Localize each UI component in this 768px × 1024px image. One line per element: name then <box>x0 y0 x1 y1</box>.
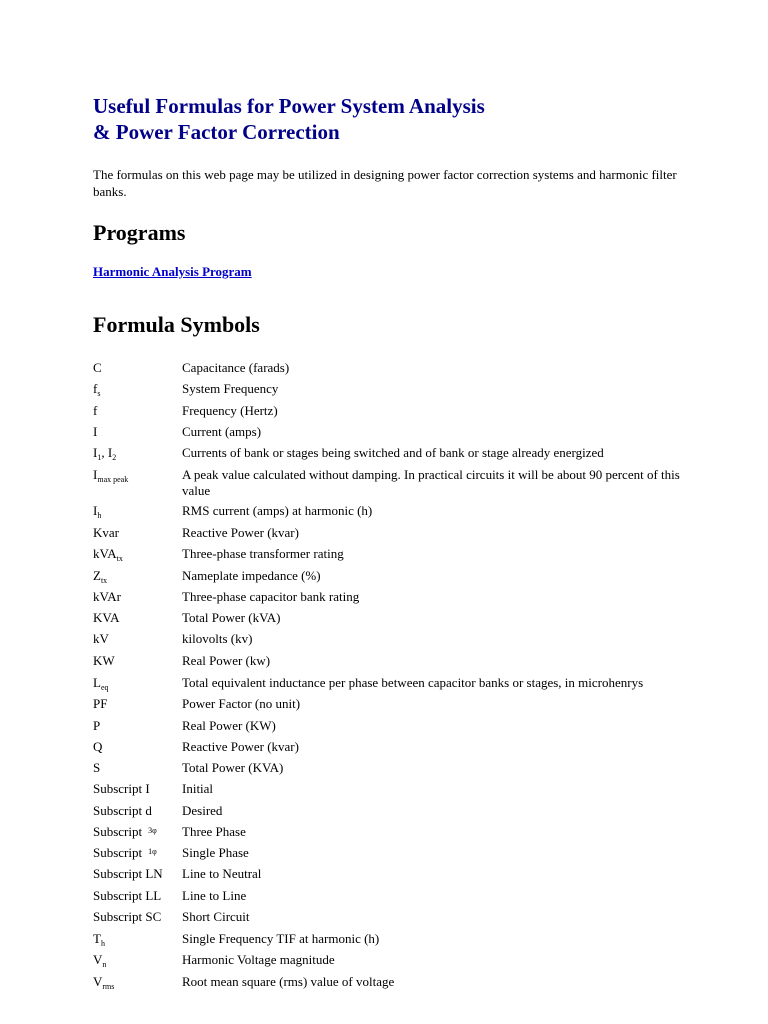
symbol-cell <box>93 546 181 562</box>
symbol-cell <box>93 803 181 819</box>
symbol-description: Power Factor (no unit) <box>182 696 301 711</box>
symbol-cell <box>93 403 181 419</box>
symbol-description: Short Circuit <box>182 909 250 924</box>
symbol-description: Real Power (KW) <box>182 718 276 733</box>
symbol-base: S <box>93 760 101 775</box>
symbol-description: System Frequency <box>182 381 279 396</box>
symbol-description: Current (amps) <box>182 424 262 439</box>
symbol-subscript: h <box>97 511 102 520</box>
symbol-subscript: max peak <box>97 475 129 484</box>
symbol-cell <box>93 503 181 519</box>
symbol-description: Single Frequency TIF at harmonic (h) <box>182 931 380 946</box>
symbol-cell <box>93 952 181 968</box>
symbol-description: Real Power (kw) <box>182 653 271 668</box>
symbol-base: C <box>93 360 102 375</box>
symbol-base: Kvar <box>93 525 119 540</box>
intro-paragraph: The formulas on this web page may be utilized in designing power factor correction systems and harmonic filter banks. <box>93 167 677 199</box>
symbol-cell <box>93 888 181 904</box>
symbol-tail: , I <box>101 445 113 460</box>
symbol-cell <box>93 360 181 376</box>
symbol-subscript: tx <box>116 554 123 563</box>
symbol-base: f <box>93 403 98 418</box>
symbol-description: Desired <box>182 803 223 818</box>
symbol-cell <box>93 931 181 947</box>
symbol-description: Currents of bank or stages being switched and of bank or stage already energized <box>182 445 604 460</box>
symbol-cell <box>93 568 181 584</box>
symbol-subscript: rms <box>102 982 115 991</box>
symbol-base: I <box>93 503 98 518</box>
symbol-base: V <box>93 974 103 989</box>
symbol-cell <box>93 739 181 755</box>
symbol-cell <box>93 760 181 776</box>
symbol-cell <box>93 909 181 925</box>
harmonic-analysis-program-link[interactable]: Harmonic Analysis Program <box>93 264 252 279</box>
symbol-superscript: 3φ <box>148 826 157 835</box>
symbol-description: Single Phase <box>182 845 249 860</box>
symbol-description: Capacitance (farads) <box>182 360 290 375</box>
symbol-superscript: 1φ <box>148 847 157 856</box>
symbol-description: Three Phase <box>182 824 246 839</box>
symbol-base: T <box>93 931 101 946</box>
symbol-description: Three-phase capacitor bank rating <box>182 589 360 604</box>
symbol-description: Reactive Power (kvar) <box>182 525 299 540</box>
symbol-base: Z <box>93 568 101 583</box>
symbol-base: f <box>93 381 98 396</box>
symbol-base: V <box>93 952 103 967</box>
symbol-base: Subscript d <box>93 803 152 818</box>
symbol-base: KVA <box>93 610 120 625</box>
symbol-base: Q <box>93 739 103 754</box>
symbol-cell <box>93 696 181 712</box>
symbol-base: Subscript SC <box>93 909 162 924</box>
page-title <box>93 93 485 145</box>
symbol-cell <box>93 866 181 882</box>
symbol-cell <box>93 974 181 990</box>
symbol-cell <box>93 445 181 461</box>
symbol-cell <box>93 467 181 483</box>
symbol-base: Subscript <box>93 845 143 860</box>
symbol-description: Frequency (Hertz) <box>182 403 278 418</box>
symbol-base: kVAr <box>93 589 121 604</box>
symbol-cell <box>93 631 181 647</box>
programs-heading: Programs <box>93 220 186 245</box>
symbol-cell <box>93 525 181 541</box>
symbol-base: KW <box>93 653 115 668</box>
symbol-base: Subscript LL <box>93 888 162 903</box>
symbol-cell <box>93 718 181 734</box>
symbol-base: L <box>93 675 101 690</box>
symbol-base: I <box>93 467 98 482</box>
symbol-base: I <box>93 445 98 460</box>
symbol-base: Subscript <box>93 824 143 839</box>
symbol-subscript: n <box>102 960 107 969</box>
symbol-description: Initial <box>182 781 214 796</box>
symbol-description: Reactive Power (kvar) <box>182 739 299 754</box>
symbol-subscript: s <box>97 389 101 398</box>
symbol-description: RMS current (amps) at harmonic (h) <box>182 503 373 518</box>
symbol-subscript: h <box>100 939 105 948</box>
symbol-description: Harmonic Voltage magnitude <box>182 952 335 967</box>
symbol-description: kilovolts (kv) <box>182 631 253 646</box>
symbol-subscript: eq <box>100 683 109 692</box>
symbol-description: Total equivalent inductance per phase between capacitor banks or stages, in microhenrys <box>182 675 644 690</box>
symbol-cell <box>93 824 181 840</box>
page-title-line2: & Power Factor Correction <box>93 120 340 144</box>
symbol-cell <box>93 675 181 691</box>
symbol-subscript: tx <box>100 576 108 585</box>
symbol-cell <box>93 610 181 626</box>
symbol-subscript: 2 <box>112 453 117 462</box>
symbol-base: Subscript I <box>93 781 150 796</box>
symbol-subscript: 1 <box>97 453 102 462</box>
symbol-cell <box>93 653 181 669</box>
page-title-line1: Useful Formulas for Power System Analysis <box>93 94 485 118</box>
symbol-description: Total Power (KVA) <box>182 760 284 775</box>
symbol-description: Three-phase transformer rating <box>182 546 344 561</box>
symbol-description: Nameplate impedance (%) <box>182 568 321 583</box>
symbol-cell <box>93 781 181 797</box>
symbol-description: Line to Neutral <box>182 866 262 881</box>
symbol-description: Total Power (kVA) <box>182 610 281 625</box>
formula-symbols-heading: Formula Symbols <box>93 312 260 337</box>
symbol-cell <box>93 845 181 861</box>
symbol-base: I <box>93 424 98 439</box>
symbol-base: kVA <box>93 546 117 561</box>
symbol-base: kV <box>93 631 109 646</box>
symbol-base: Subscript LN <box>93 866 163 881</box>
symbol-cell <box>93 589 181 605</box>
symbol-description: Root mean square (rms) value of voltage <box>182 974 395 989</box>
symbol-description: Line to Line <box>182 888 247 903</box>
symbol-cell <box>93 424 181 440</box>
symbol-base: PF <box>93 696 108 711</box>
symbol-cell <box>93 381 181 397</box>
symbol-base: P <box>93 718 101 733</box>
symbol-description: A peak value calculated without damping. In practical circuits it will be about 90 percent of this value <box>182 467 680 498</box>
